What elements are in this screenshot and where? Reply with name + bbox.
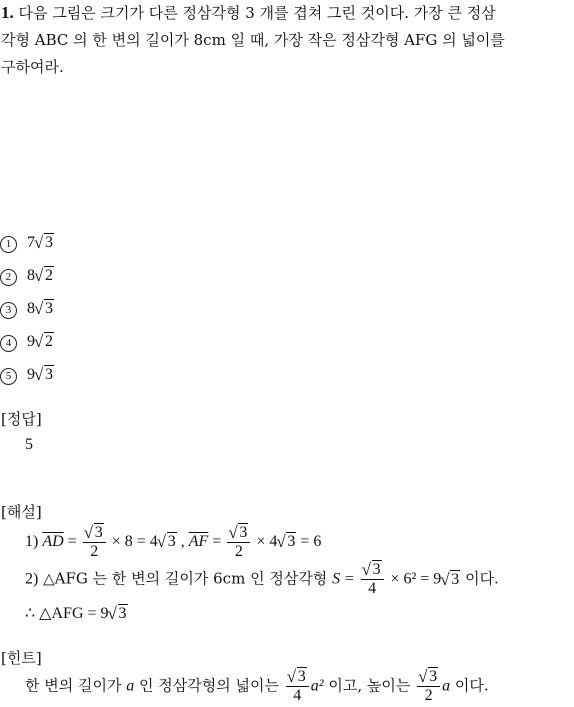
segment-ad: $\overline{AD}$ xyxy=(42,533,64,551)
fraction: √ $\frac{3}{4}$ xyxy=(286,668,309,705)
fraction: √ $\frac{3}{2}$ xyxy=(417,668,440,705)
hint-text: 한 변의 길이가 a 인 정삼각형의 넓이는 √ $\frac{3}{4}$ a² 이고, 높이는 √ $\frac{3}{2}$ a 이다. xyxy=(25,668,489,705)
choice-marker: 1 xyxy=(0,236,17,253)
choice-marker: 5 xyxy=(0,368,17,385)
fraction: √ $\frac{3}{2}$ xyxy=(227,524,250,561)
choice-marker: 4 xyxy=(0,335,17,352)
segment-af: $\overline{AF}$ xyxy=(188,533,209,551)
fraction: √ $\frac{3}{4}$ xyxy=(361,561,384,598)
explanation-step-3: ∴ △AFG = 9 √ 3 xyxy=(25,603,128,623)
question-number: 1. xyxy=(1,3,14,22)
choice-value: 8 √ 2 xyxy=(27,267,54,285)
choice-2[interactable] xyxy=(0,267,54,286)
question-line-1 xyxy=(1,2,496,23)
choice-4[interactable] xyxy=(0,333,54,352)
explanation-step-1: 1) $\overline{AD}$ = √ $\frac{3}{2}$ × 8 = 4 √ 3 , $\overline{AF}$ = √ $\frac{3}{2}$ × 4 √ 3 = 6 xyxy=(25,524,321,561)
choice-value: 9 √ 3 xyxy=(27,366,54,384)
choice-1[interactable] xyxy=(0,234,54,253)
choice-value: 9 √ 2 xyxy=(27,333,54,351)
choice-value: 8 √ 3 xyxy=(27,300,54,318)
answer-value: 5 xyxy=(25,436,33,453)
choice-5[interactable] xyxy=(0,366,54,385)
choice-marker: 3 xyxy=(0,302,17,319)
explanation-heading: [해설] xyxy=(1,503,42,521)
explanation-step-2: 2) △AFG 는 한 변의 길이가 6cm 인 정삼각형 S = √ $\frac{3}{4}$ × 6² = 9 √ 3 이다. xyxy=(25,561,499,598)
question-line-3: 구하여라. xyxy=(1,58,64,76)
question-text-1: 다음 그림은 크기가 다른 정삼각형 3 개를 겹쳐 그린 것이다. 가장 큰 정삼 xyxy=(18,4,496,22)
choice-value: 7 √ 3 xyxy=(27,234,54,252)
answer-heading: [정답] xyxy=(1,410,42,428)
question-line-2: 각형 ABC 의 한 변의 길이가 8cm 일 때, 가장 작은 정삼각형 AFG 의 넓이를 xyxy=(1,31,505,49)
choice-marker: 2 xyxy=(0,269,17,286)
choice-3[interactable] xyxy=(0,300,54,319)
hint-heading: [힌트] xyxy=(1,649,42,667)
fraction: √ $\frac{3}{2}$ xyxy=(83,524,106,561)
